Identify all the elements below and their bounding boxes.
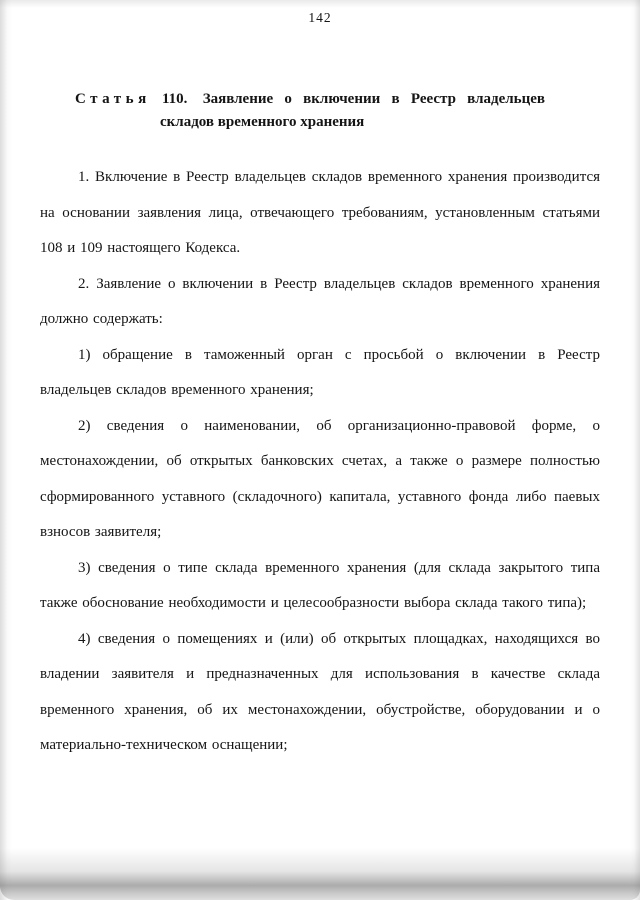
paragraph-2: 2. Заявление о включении в Реестр владельцев складов временного хранения должно содержать: — [40, 275, 600, 327]
article-title: Заявление о включении в Реестр владельцев складов временного хранения — [160, 91, 545, 130]
paragraph-5: 3) сведения о типе склада временного хранения (для склада закрытого типа также обоснование необходимости и целесообразности выбора склада такого типа); — [40, 559, 600, 611]
article-body — [40, 160, 600, 764]
article-heading — [75, 88, 545, 134]
paragraph-6: 4) сведения о помещениях и (или) об открытых площадках, находящихся во владении заявителя и предназначенных для использования в качестве склада временного хранения, об их местонахождении, обустройстве, оборудовании и о материально-техническом оснащении; — [40, 630, 600, 753]
scan-shadow-bottom — [0, 848, 640, 900]
scan-edge-right — [630, 0, 640, 900]
paragraph-4: 2) сведения о наименовании, об организационно-правовой форме, о местонахождении, об открытых банковских счетах, а также о размере полностью сформированного уставного (складочного) капитала, уставного фонда либо паевых взносов заявителя; — [40, 417, 600, 540]
paragraph-1: 1. Включение в Реестр владельцев складов временного хранения производится на основании заявления лица, отвечающего требованиям, установленным статьями 108 и 109 настоящего Кодекса. — [40, 169, 600, 256]
page-number: 142 — [308, 10, 332, 25]
article-label: Статья — [75, 91, 151, 107]
page-content — [40, 88, 600, 764]
scan-edge-left — [0, 0, 12, 900]
paragraph-3: 1) обращение в таможенный орган с просьбой о включении в Реестр владельцев складов временного хранения; — [40, 346, 600, 398]
article-number: 110. — [161, 91, 188, 107]
